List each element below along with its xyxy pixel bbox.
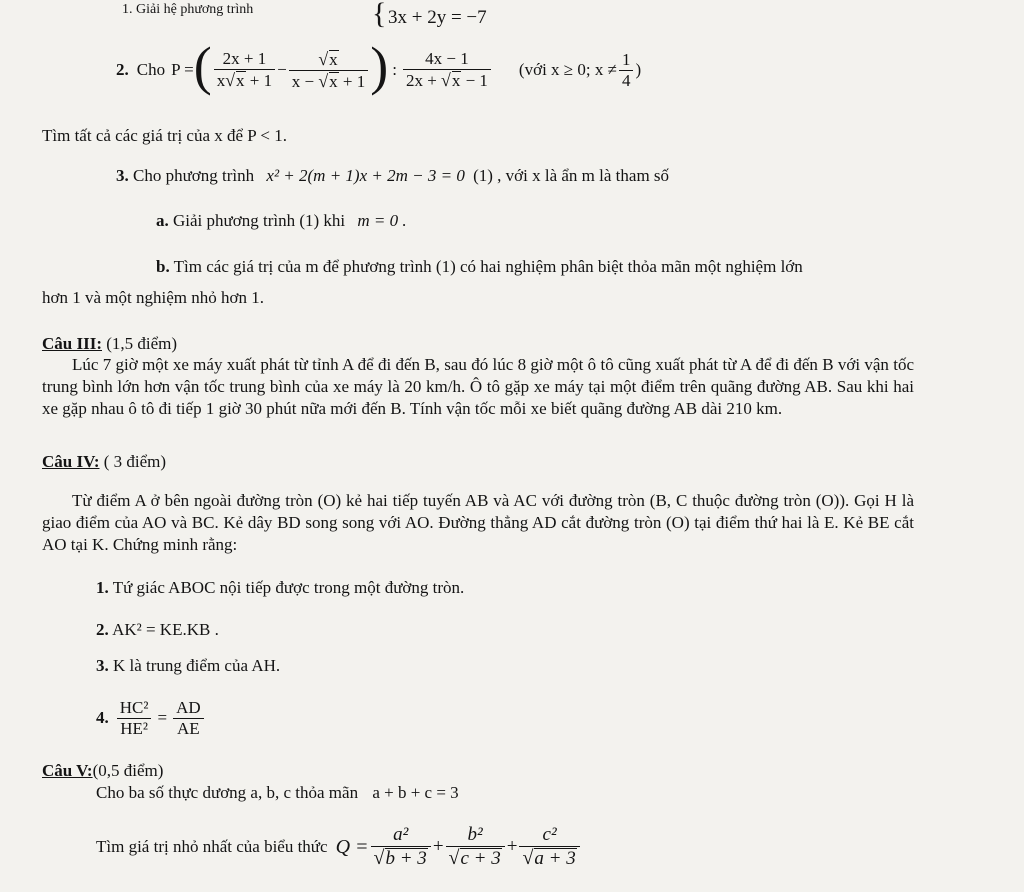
q1-label: 1. Giải hệ phương trình — [122, 2, 254, 17]
q2-task: Tìm tất cả các giá trị của x để P < 1. — [42, 126, 287, 145]
cau5-line1: Cho ba số thực dương a, b, c thỏa mãn a + b + c = 3 — [96, 783, 459, 802]
cau3-heading: Câu III: (1,5 điểm) — [42, 334, 178, 353]
q2-expression — [116, 36, 642, 98]
minus-sign: − — [277, 59, 287, 79]
q2-p-equals: P = — [171, 59, 194, 79]
cau4-body: Từ điểm A ở bên ngoài đường tròn (O) kẻ hai tiếp tuyến AB và AC với đường tròn (B, C thuộc đường tròn (O)). Gọi H là giao điểm của AO và BC. Kẻ dây BD song song với AO. Đường thẳng AD cắt đường tròn (O) tại điểm thứ hai là E. Kẻ BE cắt AO tại K. Chứng minh rằng: — [42, 491, 914, 554]
fraction-3: $\frac{4x - 1}{2x + √x - 1}$ — [403, 49, 491, 90]
q3-equation: x² + 2(m + 1)x + 2m − 3 = 0 — [266, 166, 465, 185]
cau4-item-2: 2. AK² = KE.KB . — [96, 620, 219, 639]
left-paren: ( — [193, 36, 212, 97]
colon-sign: : — [392, 59, 397, 79]
term-b: $\frac{\text{b²}}{√c + 3}$ — [446, 824, 505, 870]
q3-part-b: b. Tìm các giá trị của m để phương trình (1) có hai nghiệm phân biệt thỏa mãn một nghiệm lớn — [156, 257, 803, 276]
ad-ae-fraction: $\frac{AD}{AE}$ — [173, 698, 204, 738]
q1-equation: 3x + 2y = −7 — [388, 7, 487, 28]
q-equals: Q = — [335, 836, 369, 858]
fraction-1: $\frac{2x + 1}{x√x + 1}$ — [214, 49, 275, 90]
cau4-heading: Câu IV: ( 3 điểm) — [42, 452, 167, 471]
q1-brace: { — [372, 0, 387, 30]
term-c: $\frac{\text{c²}}{√a + 3}$ — [519, 824, 579, 870]
cau4-item-3: 3. K là trung điểm của AH. — [96, 656, 281, 675]
q3-part-b-cont: hơn 1 và một nghiệm nhỏ hơn 1. — [42, 288, 264, 307]
cau4-item-1: 1. Tứ giác ABOC nội tiếp được trong một đường tròn. — [96, 578, 465, 597]
fraction-2: $\frac{√x}{x - √x + 1}$ — [289, 49, 368, 91]
q2-cho: Cho — [136, 59, 166, 79]
q2-number: 2. — [116, 59, 129, 79]
cau5-expression: Tìm giá trị nhỏ nhất của biểu thức Q = $\frac{\text{a²}}{√b + 3}$ + $\frac{\text{b²}}{√c + 3}$ + $\frac{\text{c²}}{√a + 3}$ — [96, 812, 582, 882]
right-paren: ) — [370, 36, 389, 97]
q3-line: 3. Cho phương trình x² + 2(m + 1)x + 2m − 3 = 0 (1) , với x là ẩn m là tham số — [116, 166, 670, 185]
hc-he-fraction: $\frac{\text{HC²}}{\text{HE²}}$ — [117, 698, 152, 738]
q2-condition: (với x ≥ 0; x ≠ — [518, 59, 617, 79]
term-a: $\frac{\text{a²}}{√b + 3}$ — [371, 824, 431, 870]
cau5-heading: Câu V:(0,5 điểm) — [42, 761, 164, 780]
cau3-body: Lúc 7 giờ một xe máy xuất phát từ tỉnh A để đi đến B, sau đó lúc 8 giờ một ô tô cũng xuất phát từ A để đi đến B với vận tốc trung bình lớn hơn vận tốc trung bình của xe máy là 20 km/h. Ô tô gặp xe máy tại một điểm trên quãng đường AB. Sau khi hai xe gặp nhau ô tô đi tiếp 1 giờ 30 phút nữa mới đến B. Tính vận tốc mỗi xe biết quãng đường AB dài 210 km. — [42, 355, 914, 418]
condition-fraction: $\frac{1}{4}$ — [619, 50, 634, 90]
condition-close: ) — [635, 59, 642, 79]
q3-part-a: a. Giải phương trình (1) khi m = 0 . — [156, 211, 407, 230]
cau4-item-4: 4. $\frac{\text{HC²}}{\text{HE²}}$ = $\frac{AD}{AE}$ — [96, 693, 206, 743]
